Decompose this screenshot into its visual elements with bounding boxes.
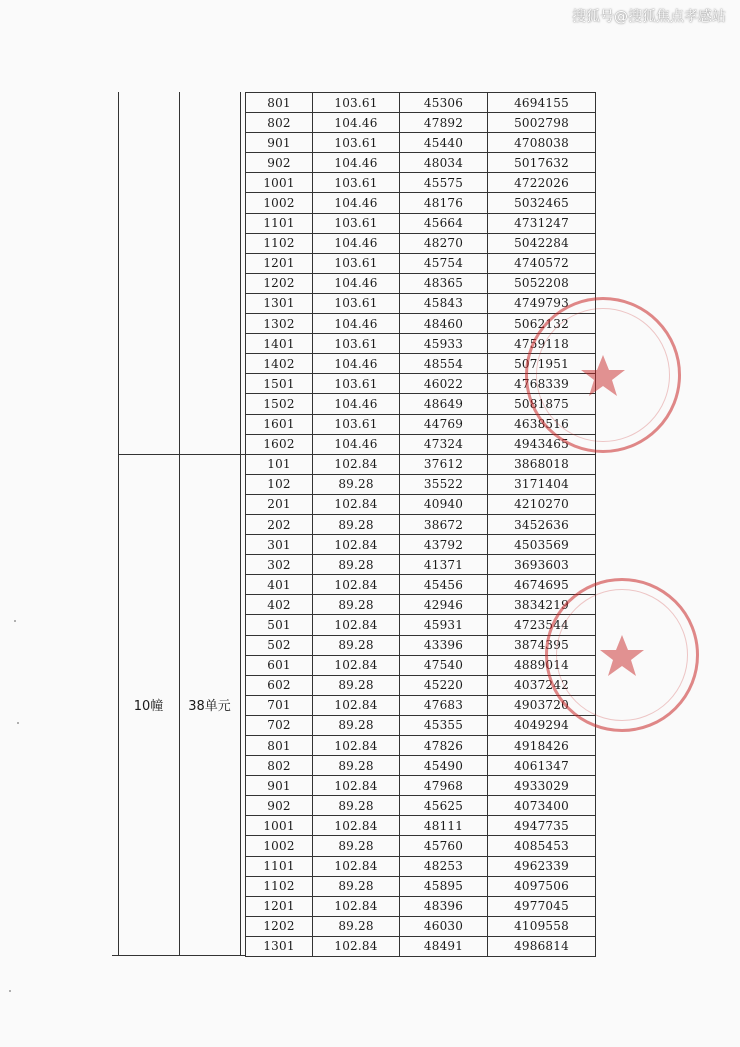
room-number-cell: 102 <box>246 474 313 494</box>
room-number-cell: 1302 <box>246 314 313 334</box>
table-row <box>246 776 596 796</box>
unit-price-cell: 45456 <box>400 575 488 595</box>
table-row <box>246 816 596 836</box>
area-cell: 102.84 <box>313 816 400 836</box>
room-number-cell: 1202 <box>246 273 313 293</box>
unit-price-cell: 46022 <box>400 374 488 394</box>
unit-price-cell: 48270 <box>400 233 488 253</box>
room-number-cell: 702 <box>246 715 313 735</box>
total-price-cell: 4674695 <box>488 575 596 595</box>
price-table <box>245 92 596 957</box>
area-cell: 89.28 <box>313 916 400 936</box>
table-row <box>246 796 596 816</box>
unit-price-cell: 43792 <box>400 535 488 555</box>
unit-price-cell: 45625 <box>400 796 488 816</box>
area-cell: 89.28 <box>313 595 400 615</box>
area-cell: 103.61 <box>313 133 400 153</box>
table-row <box>246 434 596 454</box>
unit-price-cell: 45575 <box>400 173 488 193</box>
room-number-cell: 1102 <box>246 233 313 253</box>
area-cell: 102.84 <box>313 454 400 474</box>
area-cell: 89.28 <box>313 876 400 896</box>
table-row <box>246 454 596 474</box>
total-price-cell: 3874395 <box>488 635 596 655</box>
area-cell: 103.61 <box>313 213 400 233</box>
table-row <box>246 896 596 916</box>
unit-price-cell: 48253 <box>400 856 488 876</box>
total-price-cell: 4723544 <box>488 615 596 635</box>
area-cell: 104.46 <box>313 193 400 213</box>
total-price-cell: 5081875 <box>488 394 596 414</box>
room-number-cell: 1502 <box>246 394 313 414</box>
room-number-cell: 802 <box>246 113 313 133</box>
table-row <box>246 675 596 695</box>
area-cell: 102.84 <box>313 856 400 876</box>
table-row <box>246 133 596 153</box>
building-col-divider <box>179 92 180 955</box>
total-price-cell: 5071951 <box>488 354 596 374</box>
area-cell: 89.28 <box>313 675 400 695</box>
area-cell: 102.84 <box>313 695 400 715</box>
area-cell: 103.61 <box>313 374 400 394</box>
table-row <box>246 695 596 715</box>
unit-price-cell: 47826 <box>400 736 488 756</box>
room-number-cell: 1001 <box>246 816 313 836</box>
total-price-cell: 4749793 <box>488 293 596 313</box>
table-row <box>246 394 596 414</box>
table-row <box>246 655 596 675</box>
area-cell: 102.84 <box>313 776 400 796</box>
table-row <box>246 736 596 756</box>
total-price-cell: 5017632 <box>488 153 596 173</box>
total-price-cell: 5032465 <box>488 193 596 213</box>
area-cell: 102.84 <box>313 936 400 956</box>
room-number-cell: 201 <box>246 494 313 514</box>
total-price-cell: 4933029 <box>488 776 596 796</box>
unit-price-cell: 47968 <box>400 776 488 796</box>
watermark: 搜狐号@搜狐焦点孝感站 <box>572 9 726 25</box>
unit-price-cell: 47892 <box>400 113 488 133</box>
unit-price-cell: 45490 <box>400 756 488 776</box>
table-row <box>246 876 596 896</box>
unit-price-cell: 45754 <box>400 253 488 273</box>
room-number-cell: 902 <box>246 153 313 173</box>
room-number-cell: 602 <box>246 675 313 695</box>
total-price-cell: 4722026 <box>488 173 596 193</box>
area-cell: 102.84 <box>313 575 400 595</box>
table-row <box>246 595 596 615</box>
area-cell: 104.46 <box>313 153 400 173</box>
total-price-cell: 4638516 <box>488 414 596 434</box>
total-price-cell: 4097506 <box>488 876 596 896</box>
total-price-cell: 4037242 <box>488 675 596 695</box>
area-cell: 89.28 <box>313 555 400 575</box>
unit-price-cell: 45664 <box>400 213 488 233</box>
total-price-cell: 5062132 <box>488 314 596 334</box>
left-border <box>118 92 119 955</box>
unit-price-cell: 47540 <box>400 655 488 675</box>
table-row <box>246 535 596 555</box>
room-number-cell: 1102 <box>246 876 313 896</box>
total-price-cell: 4943465 <box>488 434 596 454</box>
area-cell: 103.61 <box>313 293 400 313</box>
table-row <box>246 414 596 434</box>
unit-price-cell: 46030 <box>400 916 488 936</box>
area-cell: 103.61 <box>313 414 400 434</box>
area-cell: 104.46 <box>313 233 400 253</box>
table-row <box>246 936 596 956</box>
table-row <box>246 314 596 334</box>
total-price-cell: 4889014 <box>488 655 596 675</box>
area-cell: 103.61 <box>313 334 400 354</box>
table-row <box>246 514 596 534</box>
unit-price-cell: 47324 <box>400 434 488 454</box>
room-number-cell: 302 <box>246 555 313 575</box>
area-cell: 104.46 <box>313 273 400 293</box>
area-cell: 102.84 <box>313 655 400 675</box>
area-cell: 103.61 <box>313 173 400 193</box>
area-cell: 104.46 <box>313 354 400 374</box>
unit-price-cell: 45931 <box>400 615 488 635</box>
total-price-cell: 4061347 <box>488 756 596 776</box>
room-number-cell: 1101 <box>246 856 313 876</box>
area-cell: 89.28 <box>313 796 400 816</box>
section-divider <box>118 454 245 455</box>
table-row <box>246 354 596 374</box>
table-row <box>246 715 596 735</box>
total-price-cell: 4986814 <box>488 936 596 956</box>
area-cell: 102.84 <box>313 535 400 555</box>
unit-price-cell: 45843 <box>400 293 488 313</box>
table-row <box>246 374 596 394</box>
total-price-cell: 4073400 <box>488 796 596 816</box>
total-price-cell: 4962339 <box>488 856 596 876</box>
room-number-cell: 402 <box>246 595 313 615</box>
scan-speck <box>9 990 11 992</box>
room-number-cell: 1201 <box>246 896 313 916</box>
total-price-cell: 4694155 <box>488 93 596 113</box>
table-row <box>246 916 596 936</box>
unit-price-cell: 40940 <box>400 494 488 514</box>
area-cell: 102.84 <box>313 494 400 514</box>
total-price-cell: 5002798 <box>488 113 596 133</box>
room-number-cell: 1602 <box>246 434 313 454</box>
area-cell: 89.28 <box>313 756 400 776</box>
total-price-cell: 3171404 <box>488 474 596 494</box>
room-number-cell: 1201 <box>246 253 313 273</box>
total-price-cell: 3452636 <box>488 514 596 534</box>
unit-price-cell: 45895 <box>400 876 488 896</box>
room-number-cell: 1002 <box>246 836 313 856</box>
unit-price-cell: 48460 <box>400 314 488 334</box>
area-cell: 89.28 <box>313 836 400 856</box>
table-row <box>246 836 596 856</box>
table-row <box>246 334 596 354</box>
total-price-cell: 4947735 <box>488 816 596 836</box>
room-number-cell: 1001 <box>246 173 313 193</box>
unit-price-cell: 37612 <box>400 454 488 474</box>
total-price-cell: 3868018 <box>488 454 596 474</box>
total-price-cell: 4731247 <box>488 213 596 233</box>
unit-price-cell: 48554 <box>400 354 488 374</box>
unit-price-cell: 43396 <box>400 635 488 655</box>
unit-price-cell: 48176 <box>400 193 488 213</box>
area-cell: 89.28 <box>313 715 400 735</box>
table-row <box>246 113 596 133</box>
room-number-cell: 202 <box>246 514 313 534</box>
area-cell: 102.84 <box>313 896 400 916</box>
table-row <box>246 213 596 233</box>
scan-speck <box>17 722 19 724</box>
unit-price-cell: 47683 <box>400 695 488 715</box>
table-row <box>246 494 596 514</box>
room-number-cell: 301 <box>246 535 313 555</box>
area-cell: 104.46 <box>313 113 400 133</box>
total-price-cell: 4708038 <box>488 133 596 153</box>
total-price-cell: 5052208 <box>488 273 596 293</box>
total-price-cell: 3693603 <box>488 555 596 575</box>
total-price-cell: 4977045 <box>488 896 596 916</box>
room-number-cell: 901 <box>246 133 313 153</box>
table-row <box>246 474 596 494</box>
total-price-cell: 3834219 <box>488 595 596 615</box>
room-number-cell: 801 <box>246 736 313 756</box>
room-number-cell: 1401 <box>246 334 313 354</box>
room-number-cell: 801 <box>246 93 313 113</box>
room-number-cell: 101 <box>246 454 313 474</box>
unit-price-cell: 38672 <box>400 514 488 534</box>
unit-price-cell: 48649 <box>400 394 488 414</box>
table-row <box>246 615 596 635</box>
room-number-cell: 1202 <box>246 916 313 936</box>
room-number-cell: 1601 <box>246 414 313 434</box>
room-number-cell: 601 <box>246 655 313 675</box>
area-cell: 104.46 <box>313 394 400 414</box>
unit-price-cell: 45355 <box>400 715 488 735</box>
room-number-cell: 1301 <box>246 293 313 313</box>
table-row <box>246 293 596 313</box>
total-price-cell: 4918426 <box>488 736 596 756</box>
room-number-cell: 1101 <box>246 213 313 233</box>
table-row <box>246 756 596 776</box>
total-price-cell: 4903720 <box>488 695 596 715</box>
table-row <box>246 555 596 575</box>
total-price-cell: 4768339 <box>488 374 596 394</box>
room-number-cell: 902 <box>246 796 313 816</box>
total-price-cell: 4109558 <box>488 916 596 936</box>
room-number-cell: 701 <box>246 695 313 715</box>
room-number-cell: 502 <box>246 635 313 655</box>
area-cell: 104.46 <box>313 314 400 334</box>
area-cell: 89.28 <box>313 635 400 655</box>
bottom-border-left <box>112 955 245 956</box>
total-price-cell: 4085453 <box>488 836 596 856</box>
unit-price-cell: 35522 <box>400 474 488 494</box>
unit-price-cell: 48365 <box>400 273 488 293</box>
unit-price-cell: 45306 <box>400 93 488 113</box>
unit-price-cell: 48396 <box>400 896 488 916</box>
total-price-cell: 4759118 <box>488 334 596 354</box>
table-row <box>246 93 596 113</box>
area-cell: 103.61 <box>313 253 400 273</box>
table-row <box>246 153 596 173</box>
table-row <box>246 273 596 293</box>
table-row <box>246 253 596 273</box>
unit-price-cell: 48034 <box>400 153 488 173</box>
table-row <box>246 635 596 655</box>
room-number-cell: 1501 <box>246 374 313 394</box>
scan-speck <box>14 620 16 622</box>
total-price-cell: 4210270 <box>488 494 596 514</box>
total-price-cell: 4503569 <box>488 535 596 555</box>
area-cell: 89.28 <box>313 474 400 494</box>
total-price-cell: 4049294 <box>488 715 596 735</box>
area-cell: 102.84 <box>313 736 400 756</box>
unit-price-cell: 45760 <box>400 836 488 856</box>
unit-label: 38单元 <box>188 699 231 714</box>
total-price-cell: 4740572 <box>488 253 596 273</box>
room-number-cell: 401 <box>246 575 313 595</box>
room-number-cell: 1301 <box>246 936 313 956</box>
table-row <box>246 173 596 193</box>
total-price-cell: 5042284 <box>488 233 596 253</box>
unit-price-cell: 45220 <box>400 675 488 695</box>
room-number-cell: 501 <box>246 615 313 635</box>
room-number-cell: 802 <box>246 756 313 776</box>
unit-price-cell: 45440 <box>400 133 488 153</box>
table-row <box>246 856 596 876</box>
area-cell: 103.61 <box>313 93 400 113</box>
unit-price-cell: 48111 <box>400 816 488 836</box>
area-cell: 89.28 <box>313 514 400 534</box>
area-cell: 104.46 <box>313 434 400 454</box>
room-number-cell: 1002 <box>246 193 313 213</box>
table-row <box>246 575 596 595</box>
unit-price-cell: 42946 <box>400 595 488 615</box>
unit-price-cell: 48491 <box>400 936 488 956</box>
unit-col-divider <box>240 92 241 955</box>
table-row <box>246 233 596 253</box>
room-number-cell: 1402 <box>246 354 313 374</box>
table-row <box>246 193 596 213</box>
unit-price-cell: 45933 <box>400 334 488 354</box>
building-label: 10幢 <box>133 699 164 714</box>
unit-price-cell: 44769 <box>400 414 488 434</box>
room-number-cell: 901 <box>246 776 313 796</box>
unit-price-cell: 41371 <box>400 555 488 575</box>
area-cell: 102.84 <box>313 615 400 635</box>
